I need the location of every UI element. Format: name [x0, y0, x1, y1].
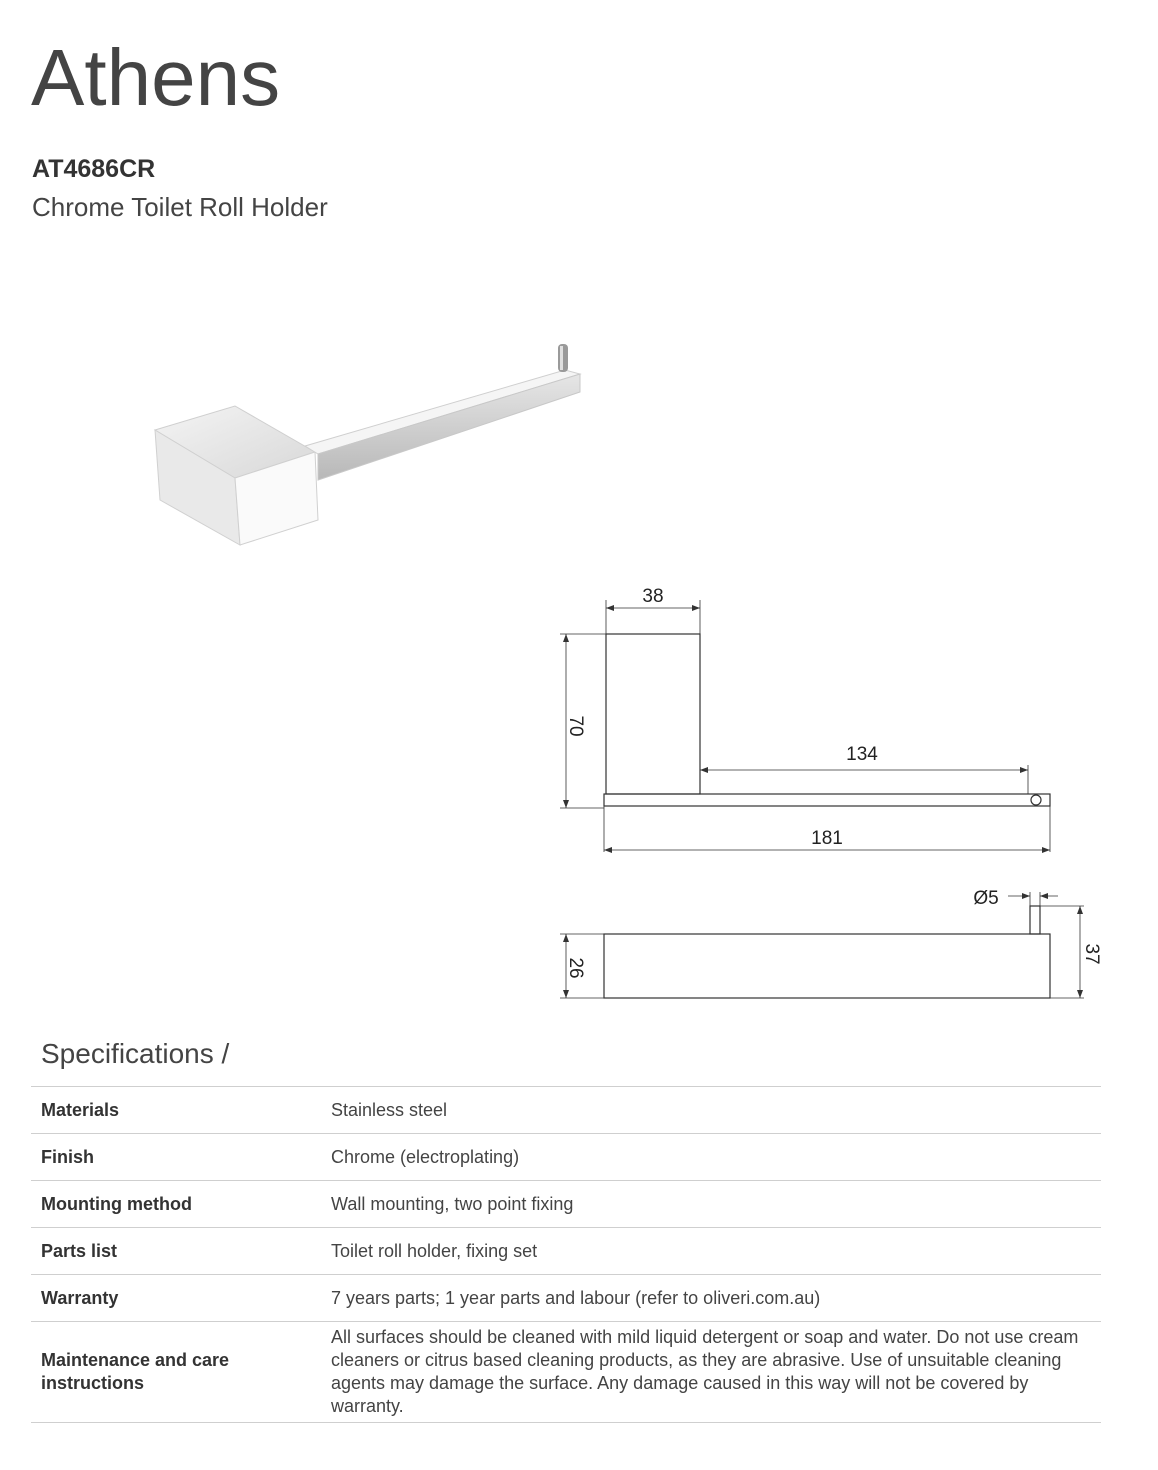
product-code: AT4686CR — [32, 155, 156, 183]
technical-drawing — [550, 580, 1110, 1010]
dim-26: 26 — [565, 957, 586, 979]
spec-value: Wall mounting, two point fixing — [321, 1181, 1101, 1228]
table-row — [31, 1181, 1101, 1228]
table-row — [31, 1275, 1101, 1322]
specifications-heading: Specifications / — [41, 1038, 230, 1069]
dim-37: 37 — [1081, 943, 1102, 965]
spec-value: 7 years parts; 1 year parts and labour (refer to oliveri.com.au) — [321, 1275, 1101, 1322]
dim-134: 134 — [846, 744, 878, 765]
table-row — [31, 1228, 1101, 1275]
spec-value: Chrome (electroplating) — [321, 1134, 1101, 1181]
spec-label: Finish — [31, 1134, 321, 1181]
spec-label: Materials — [31, 1087, 321, 1134]
spec-label: Parts list — [31, 1228, 321, 1275]
spec-label: Maintenance and care instructions — [31, 1322, 321, 1423]
specifications-table — [31, 1086, 1101, 1423]
product-name: Chrome Toilet Roll Holder — [32, 192, 328, 222]
page-title: Athens — [31, 33, 281, 122]
table-row — [31, 1087, 1101, 1134]
spec-value: All surfaces should be cleaned with mild liquid detergent or soap and water. Do not use cream cleaners or citrus based cleaning products, as they are abrasive. Use of unsuitable cleaning agents may damage the surface. Any damage caused in this way will not be covered by warranty. — [321, 1322, 1101, 1423]
dim-181: 181 — [811, 828, 843, 849]
dim-pin-diameter: Ø5 — [973, 888, 999, 909]
spec-value: Toilet roll holder, fixing set — [321, 1228, 1101, 1275]
spec-label: Warranty — [31, 1275, 321, 1322]
spec-value: Stainless steel — [321, 1087, 1101, 1134]
table-row — [31, 1134, 1101, 1181]
spec-label: Mounting method — [31, 1181, 321, 1228]
table-row — [31, 1322, 1101, 1423]
dim-70: 70 — [565, 715, 586, 737]
product-image — [140, 330, 600, 560]
dim-38: 38 — [642, 586, 664, 607]
